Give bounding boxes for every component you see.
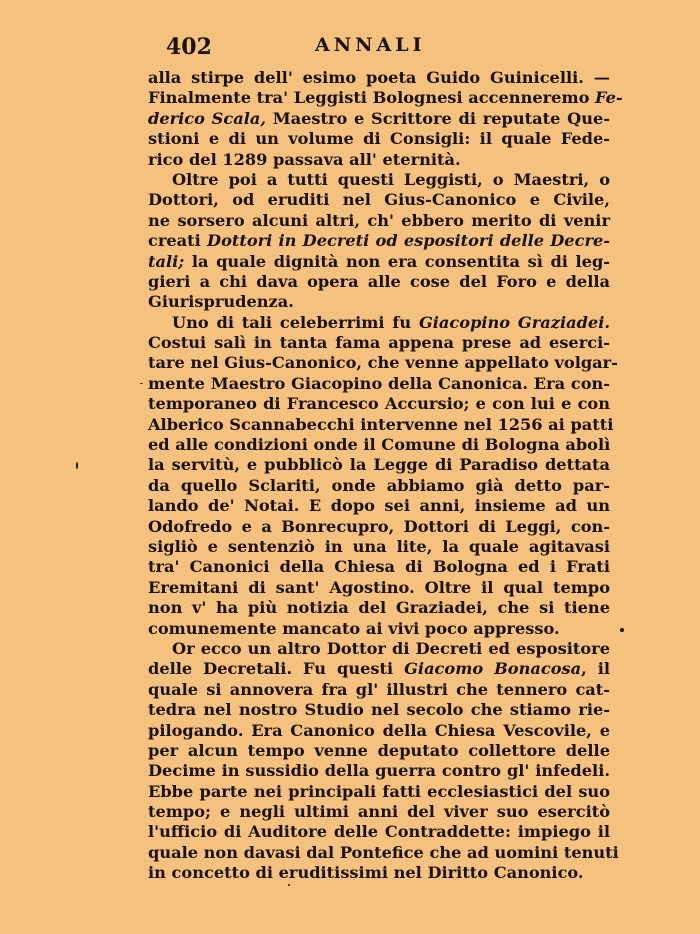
text-segment: rico del 1289 passava all' eternità.	[148, 149, 461, 169]
text-segment: la quale dignità non era consentita sì di leg-	[184, 251, 610, 271]
text-segment: quale non davasi dal Pontefice che ad uomini tenuti	[148, 842, 619, 862]
text-line	[148, 455, 610, 475]
text-segment: tedra nel nostro Studio nel secolo che stiamo rie-	[148, 700, 610, 720]
text-line	[148, 292, 610, 312]
text-segment: Uno di tali celeberrimi fu	[172, 312, 419, 332]
text-line	[148, 313, 610, 333]
text-line	[148, 414, 614, 435]
ink-speck	[140, 383, 143, 384]
text-segment: Finalmente tra' Leggisti Bolognesi accenneremo	[148, 88, 596, 108]
text-line	[148, 619, 610, 639]
text-segment: lando de' Notai. E dopo sei anni, insieme ad un	[148, 496, 610, 516]
text-segment: Decime in sussidio della guerra contro gl' infedeli.	[148, 761, 610, 781]
text-line	[148, 557, 610, 577]
text-segment: Alberico Scannabecchi intervenne nel 1256 ai patti	[148, 414, 614, 434]
text-segment: in concetto di eruditissimi nel Diritto Canonico.	[148, 863, 584, 883]
text-segment: delle Decretali. Fu questi	[148, 659, 405, 679]
text-line	[148, 333, 610, 353]
text-line	[148, 802, 610, 822]
text-line	[148, 211, 610, 231]
text-segment: alla stirpe dell' esimo poeta Guido Guinicelli. —	[148, 68, 610, 87]
text-line	[148, 231, 610, 251]
text-line	[148, 721, 610, 741]
text-segment: comunemente mancato ai vivi poco appresso.	[148, 618, 560, 638]
ink-speck	[288, 884, 290, 886]
text-segment: l'ufficio di Auditore delle Contraddette: impiego il	[148, 822, 610, 842]
text-line	[148, 863, 610, 883]
ink-speck	[620, 628, 624, 632]
italic-text-segment: tali;	[148, 251, 185, 271]
text-line	[148, 517, 610, 537]
text-line	[148, 109, 610, 129]
text-segment: Ebbe parte nei principali fatti ecclesiastici del suo	[148, 781, 610, 801]
text-line	[148, 782, 610, 802]
text-line	[148, 129, 610, 149]
text-line	[148, 394, 610, 414]
text-line	[148, 842, 619, 863]
text-line	[148, 578, 610, 598]
italic-text-segment: Giacopino Graziadei.	[418, 312, 610, 332]
text-line	[148, 170, 610, 190]
text-line	[148, 88, 623, 108]
text-segment: creati	[148, 231, 208, 251]
text-line	[148, 741, 610, 761]
text-segment: Eremitani di sant' Agostino. Oltre il qual tempo	[148, 577, 610, 597]
text-segment: Oltre poi a tutti questi Leggisti, o Maestri, o	[172, 169, 610, 189]
italic-text-segment: Giacomo Bonacosa	[404, 659, 582, 679]
running-head: ANNALI	[315, 34, 426, 56]
text-line	[148, 639, 610, 659]
text-line	[148, 150, 610, 170]
text-line	[148, 659, 610, 679]
text-line	[148, 822, 610, 842]
text-line	[148, 68, 610, 88]
text-segment: Odofredo e a Bonrecupro, Dottori di Leggi, con-	[148, 516, 610, 536]
text-segment: temporaneo di Francesco Accursio; e con lui e con	[148, 394, 610, 414]
text-segment: da quello Sclariti, onde abbiamo già detto par-	[148, 475, 610, 495]
text-segment: stioni e di un volume di Consigli: il quale Fede-	[148, 129, 610, 149]
text-segment: sigliò e sentenziò in una lite, la quale agitavasi	[148, 536, 610, 556]
text-segment: Or ecco un altro Dottor di Decreti ed espositore	[172, 638, 610, 658]
text-segment: , il	[581, 659, 610, 679]
text-line	[148, 435, 610, 455]
text-segment: tare nel Gius-Canonico, che venne appellato volgar-	[148, 353, 618, 373]
text-segment: tempo; e negli ultimi anni del viver suo esercitò	[148, 802, 610, 822]
text-segment: la servitù, e pubblicò la Legge di Paradiso dettata	[148, 455, 610, 475]
text-line	[148, 272, 610, 292]
text-line	[148, 496, 610, 516]
text-segment: tra' Canonici della Chiesa di Bologna ed i Frati	[148, 557, 610, 577]
italic-text-segment: Fe-	[595, 88, 623, 108]
italic-text-segment: Dottori in Decreti od espositori delle Decre-	[207, 231, 610, 251]
text-segment: quale si annovera fra gl' illustri che tennero cat-	[148, 679, 610, 699]
text-segment: Giurisprudenza.	[148, 292, 294, 312]
text-line	[148, 680, 610, 700]
text-line	[148, 598, 610, 618]
text-segment: non v' ha più notizia del Graziadei, che si tiene	[148, 598, 610, 618]
text-segment: ed alle condizioni onde il Comune di Bologna abolì	[148, 435, 611, 455]
text-segment: Costui salì in tanta fama appena prese ad eserci-	[148, 333, 610, 353]
italic-text-segment: derico Scala,	[148, 108, 273, 128]
page-number: 402	[166, 34, 212, 60]
text-segment: Dottori, od eruditi nel Gius-Canonico e Civile,	[148, 190, 610, 210]
text-line	[148, 190, 610, 210]
text-line	[148, 252, 610, 272]
text-line	[148, 537, 610, 557]
text-line	[148, 476, 610, 496]
text-line	[148, 761, 610, 781]
body-text	[148, 68, 623, 884]
page-header	[0, 30, 700, 58]
ink-speck	[76, 462, 78, 469]
text-segment: mente Maestro Giacopino della Canonica. Era con-	[148, 373, 610, 393]
text-line	[148, 374, 610, 394]
text-segment: gieri a chi dava opera alle cose del Foro e della	[148, 271, 610, 291]
text-segment: Maestro e Scrittore di reputate Que-	[272, 108, 610, 128]
text-line	[148, 353, 618, 373]
text-segment: pilogando. Era Canonico della Chiesa Vescovile, e	[148, 720, 610, 740]
text-segment: per alcun tempo venne deputato collettore delle	[148, 740, 610, 760]
text-segment: ne sorsero alcuni altri, ch' ebbero merito di venir	[148, 210, 610, 230]
text-line	[148, 700, 610, 720]
